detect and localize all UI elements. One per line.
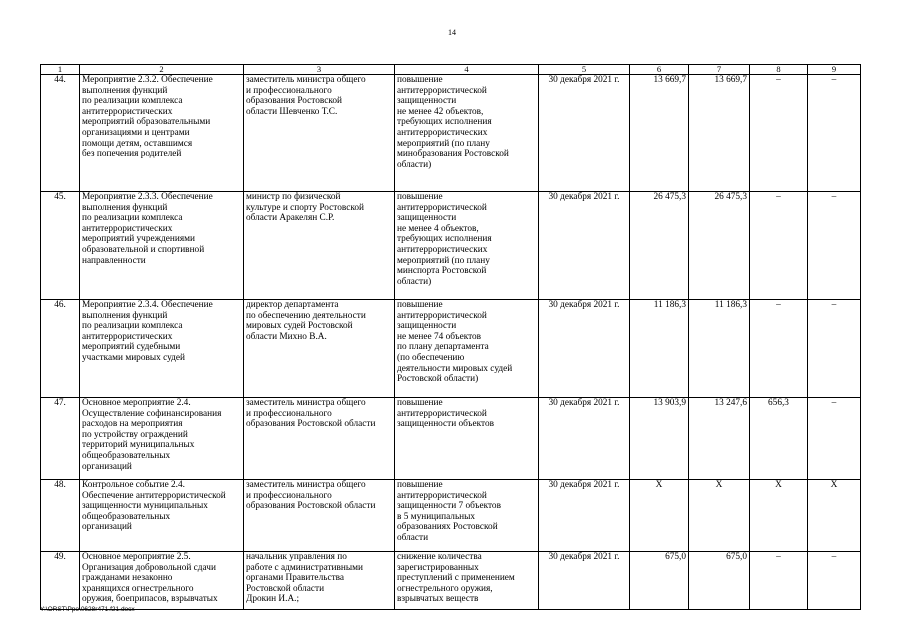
- col-header: 4: [395, 65, 539, 75]
- result-cell: повышение антитеррористической защищенности не менее 42 объектов, требующих исполнения антитеррористических мероприятий (по плану минобразования Ростовской области): [395, 75, 539, 192]
- row-number: 44.: [41, 75, 80, 192]
- responsible-cell: министр по физической культуре и спорту Ростовской области Аракелян С.Р.: [244, 192, 395, 300]
- event-cell: Основное мероприятие 2.4. Осуществление софинансирования расходов на мероприятия по устройству ограждений территорий муниципальных общеобразовательных организаций: [80, 398, 244, 480]
- amount-cell: –: [750, 552, 808, 610]
- col-header: 2: [80, 65, 244, 75]
- amount-cell: 13 247,6: [689, 398, 750, 480]
- amount-cell: 13 669,7: [689, 75, 750, 192]
- col-header: 5: [539, 65, 630, 75]
- event-cell: Мероприятие 2.3.2. Обеспечение выполнения функций по реализации комплекса антитеррористических мероприятий образовательными организациями и центрами помощи детям, оставшимся без попечения родителей: [80, 75, 244, 192]
- date-cell: 30 декабря 2021 г.: [539, 480, 630, 552]
- responsible-cell: заместитель министра общего и профессионального образования Ростовской области Шевченко Т.С.: [244, 75, 395, 192]
- date-cell: 30 декабря 2021 г.: [539, 75, 630, 192]
- amount-cell: 656,3: [750, 398, 808, 480]
- col-header: 6: [630, 65, 689, 75]
- row-number: 46.: [41, 300, 80, 398]
- header-row: [41, 65, 861, 75]
- row-number: 47.: [41, 398, 80, 480]
- amount-cell: –: [750, 300, 808, 398]
- col-header: 3: [244, 65, 395, 75]
- event-cell: Мероприятие 2.3.4. Обеспечение выполнения функций по реализации комплекса антитеррористических мероприятий судебными участками мировых судей: [80, 300, 244, 398]
- total-cell: 13 903,9: [630, 398, 689, 480]
- event-cell: Контрольное событие 2.4. Обеспечение антитеррористической защищенности муниципальных общеобразовательных организаций: [80, 480, 244, 552]
- date-cell: 30 декабря 2021 г.: [539, 300, 630, 398]
- amount-cell: 675,0: [689, 552, 750, 610]
- total-cell: X: [630, 480, 689, 552]
- table-row: [41, 192, 861, 300]
- amount-cell: 11 186,3: [689, 300, 750, 398]
- page-number: 14: [448, 28, 456, 37]
- col-header: 7: [689, 65, 750, 75]
- event-cell: Основное мероприятие 2.5. Организация добровольной сдачи гражданами незаконно хранящихся огнестрельного оружия, боеприпасов, взрывчатых: [80, 552, 244, 610]
- col-header: 8: [750, 65, 808, 75]
- col-header: 9: [808, 65, 861, 75]
- col-header: 1: [41, 65, 80, 75]
- amount-cell: –: [808, 552, 861, 610]
- date-cell: 30 декабря 2021 г.: [539, 398, 630, 480]
- amount-cell: X: [750, 480, 808, 552]
- amount-cell: –: [808, 192, 861, 300]
- date-cell: 30 декабря 2021 г.: [539, 192, 630, 300]
- total-cell: 13 669,7: [630, 75, 689, 192]
- amount-cell: –: [750, 192, 808, 300]
- amount-cell: –: [808, 398, 861, 480]
- responsible-cell: директор департамента по обеспечению деятельности мировых судей Ростовской области Михно В.А.: [244, 300, 395, 398]
- total-cell: 11 186,3: [630, 300, 689, 398]
- result-cell: повышение антитеррористической защищенности объектов: [395, 398, 539, 480]
- table-row: [41, 75, 861, 192]
- amount-cell: –: [808, 300, 861, 398]
- table-row: [41, 300, 861, 398]
- file-path-footer: Y:\ORST\Ppo\0628r471.f21.docx: [40, 606, 135, 613]
- row-number: 49.: [41, 552, 80, 610]
- table-row: [41, 480, 861, 552]
- result-cell: повышение антитеррористической защищенности не менее 74 объектов по плану департамента (по обеспечению деятельности мировых судей Ростовской области): [395, 300, 539, 398]
- row-number: 45.: [41, 192, 80, 300]
- row-number: 48.: [41, 480, 80, 552]
- table-row: [41, 398, 861, 480]
- amount-cell: –: [808, 75, 861, 192]
- amount-cell: –: [750, 75, 808, 192]
- program-table: [40, 64, 861, 610]
- responsible-cell: заместитель министра общего и профессионального образования Ростовской области: [244, 480, 395, 552]
- result-cell: повышение антитеррористической защищенности не менее 4 объектов, требующих исполнения антитеррористических мероприятий (по плану минспорта Ростовской области): [395, 192, 539, 300]
- table-row: [41, 552, 861, 610]
- total-cell: 26 475,3: [630, 192, 689, 300]
- responsible-cell: начальник управления по работе с административными органами Правительства Ростовской области Дрокин И.А.;: [244, 552, 395, 610]
- responsible-cell: заместитель министра общего и профессионального образования Ростовской области: [244, 398, 395, 480]
- amount-cell: 26 475,3: [689, 192, 750, 300]
- result-cell: повышение антитеррористической защищенности 7 объектов в 5 муниципальных образованиях Ростовской области: [395, 480, 539, 552]
- amount-cell: X: [689, 480, 750, 552]
- event-cell: Мероприятие 2.3.3. Обеспечение выполнения функций по реализации комплекса антитеррористических мероприятий учреждениями образовательной и спортивной направленности: [80, 192, 244, 300]
- date-cell: 30 декабря 2021 г.: [539, 552, 630, 610]
- result-cell: снижение количества зарегистрированных преступлений с применением огнестрельного оружия, взрывчатых веществ: [395, 552, 539, 610]
- total-cell: 675,0: [630, 552, 689, 610]
- amount-cell: X: [808, 480, 861, 552]
